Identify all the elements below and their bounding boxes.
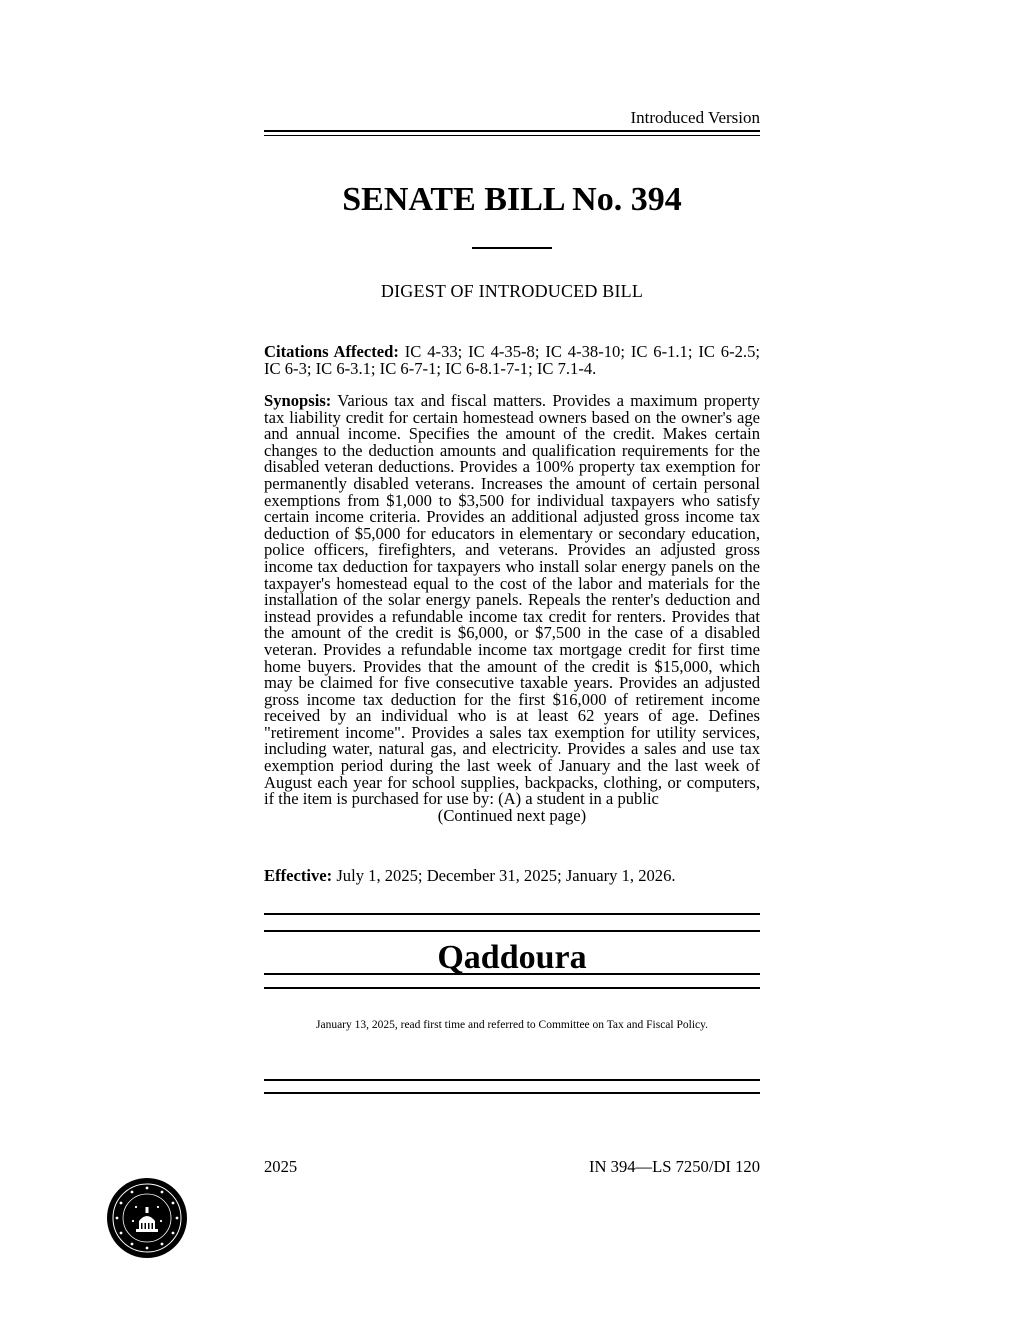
sponsor-rule-1 <box>264 913 760 915</box>
header-rule-top <box>264 130 760 132</box>
bill-title: SENATE BILL No. 394 <box>342 181 682 218</box>
synopsis-text: Various tax and fiscal matters. Provides a maximum property tax liability credit for certain homestead owners based on the owner's age and annual income. Specifies the amount of the credit. Makes certain changes to the deduction amounts and qualification requirements for the disabled veteran deductions. Provides a 100% property tax exemption for permanently disabled veterans. Increases the amount of certain personal exemptions from $1,000 to $3,500 for individual taxpayers who satisfy certain income criteria. Provides an additional adjusted gross income tax deduction of $5,000 for educators in elementary or secondary education, police officers, firefighters, and veterans. Provides an adjusted gross income tax deduction for taxpayers who install solar energy panels on the taxpayer's homestead equal to the cost of the labor and materials for the installation of the solar energy panels. Repeals the renter's deduction and instead provides a refundable income tax credit for renters. Provides that the amount of the credit is $6,000, or $7,500 in the case of a disabled veteran. Provides a refundable income tax mortgage credit for first time home buyers. Provides that the amount of the credit is $15,000, which may be claimed for five consecutive taxable years. Provides an adjusted gross income tax deduction for the first $16,000 of retirement income received by an individual who is at least 62 years of age. Defines "retirement income". Provides a sales tax exemption for utility services, including water, natural gas, and electricity. Provides a sales and use tax exemption period during the last week of January and the last week of August each year for school supplies, backpacks, clothing, or computers, if the item is purchased for use by: (A) a student in a public <box>264 391 760 809</box>
version-label: Introduced Version <box>630 108 760 127</box>
footer-code: IN 394—LS 7250/DI 120 <box>588 1157 760 1176</box>
effective-dates <box>264 867 760 885</box>
legislative-history: January 13, 2025, read first time and referred to Committee on Tax and Fiscal Policy. <box>315 1019 708 1031</box>
header-rule-bottom <box>264 135 760 136</box>
citations-affected <box>264 344 760 377</box>
effective-label: Effective: <box>264 866 333 885</box>
sponsor-name: Qaddoura <box>437 939 587 976</box>
sponsor-rule-2 <box>264 930 760 932</box>
sponsor-rule-3 <box>264 973 760 975</box>
history-rule-2 <box>264 1092 760 1094</box>
title-divider <box>472 247 552 249</box>
footer-year: 2025 <box>264 1157 298 1176</box>
citations-label: Citations Affected: <box>264 342 399 361</box>
citations-text: IC 4-33; IC 4-35-8; IC 4-38-10; IC 6-1.1; IC 6-2.5; IC 6-3; IC 6-3.1; IC 6-7-1; IC 6-8.1-7-1; IC 7.1-4. <box>264 342 760 378</box>
sponsor-rule-4 <box>264 987 760 989</box>
digest-heading: DIGEST OF INTRODUCED BILL <box>380 281 644 301</box>
history-rule-1 <box>264 1079 760 1081</box>
synopsis <box>264 393 760 824</box>
effective-text: July 1, 2025; December 31, 2025; January 1, 2026. <box>336 866 676 885</box>
synopsis-label: Synopsis: <box>264 391 332 410</box>
state-seal-icon <box>106 1177 188 1259</box>
continued-note: (Continued next page) <box>437 805 587 825</box>
